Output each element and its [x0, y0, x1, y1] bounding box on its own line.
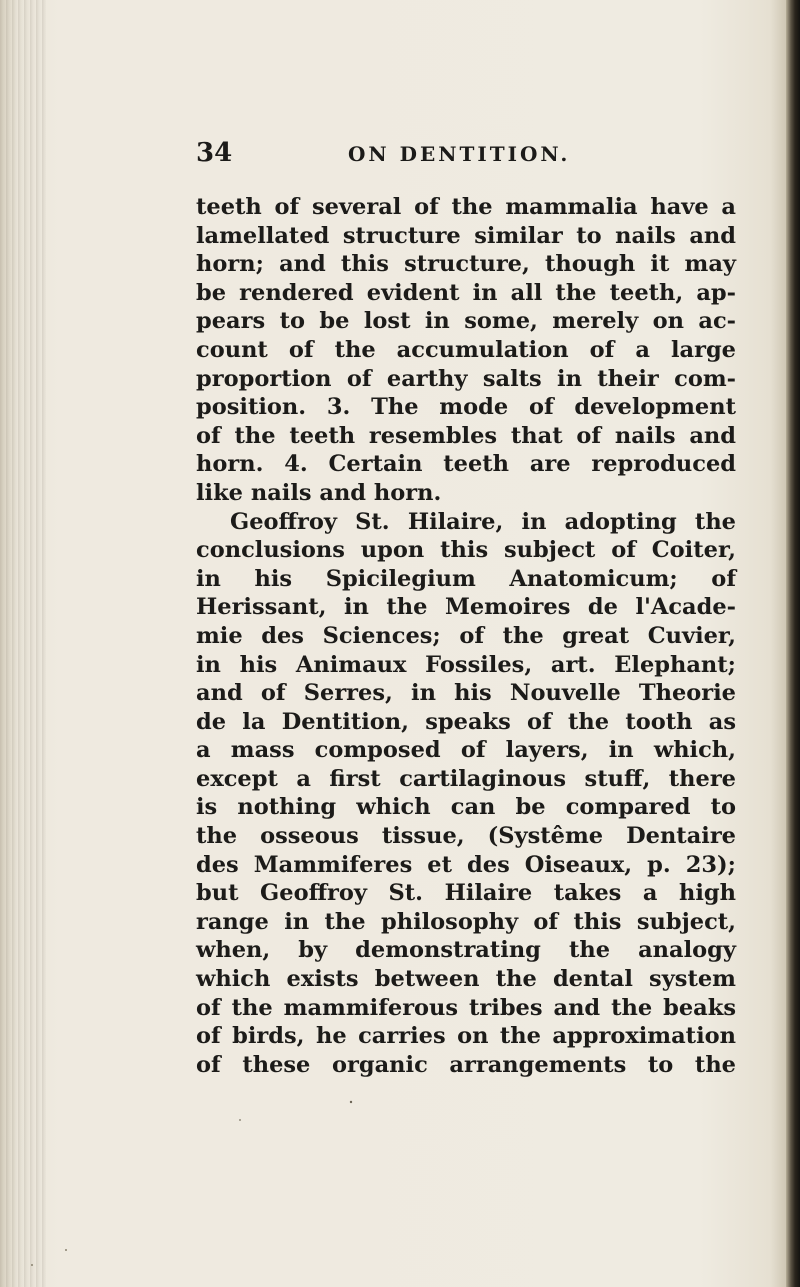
text-line: conclusions upon this subject of Coiter, [196, 537, 736, 564]
text-line: and of Serres, in his Nouvelle Theorie [196, 680, 736, 707]
text-line: when, by demonstrating the analogy [196, 937, 736, 964]
text-line: in his Spicilegium Anatomicum; of [196, 565, 736, 592]
running-head: ON DENTITION. [348, 142, 571, 166]
text-line: but Geoffroy St. Hilaire takes a high [196, 880, 736, 907]
text-line: position. 3. The mode of development [196, 394, 736, 421]
text-line: lamellated structure similar to nails and [196, 222, 736, 249]
text-line: Herissant, in the Memoires de l'Acade- [196, 594, 736, 621]
text-line: range in the philosophy of this subject, [196, 908, 736, 935]
text-line: is nothing which can be compared to [196, 794, 736, 821]
body-text [196, 193, 736, 1079]
text-line: horn. 4. Certain teeth are reproduced [196, 451, 736, 478]
text-line: de la Dentition, speaks of the tooth as [196, 708, 736, 735]
text-line: of the teeth resembles that of nails and [196, 422, 736, 449]
page-number: 34 [196, 138, 233, 168]
text-line: of the mammiferous tribes and the beaks [196, 994, 736, 1021]
text-line: the osseous tissue, (Systême Dentaire [196, 823, 736, 850]
text-line: des Mammiferes et des Oiseaux, p. 23); [196, 851, 736, 878]
binding-gutter [0, 0, 46, 1287]
text-line: horn; and this structure, though it may [196, 251, 736, 278]
text-line: pears to be lost in some, merely on ac- [196, 308, 736, 335]
text-line: teeth of several of the mammalia have a [196, 194, 736, 220]
text-line: be rendered evident in all the teeth, ap- [196, 279, 736, 306]
page-header [196, 138, 716, 172]
text-line: of these organic arrangements to the [196, 1051, 736, 1078]
text-line: proportion of earthy salts in their com- [196, 365, 736, 392]
text-line: which exists between the dental system [196, 966, 736, 993]
text-line: except a first cartilaginous stuff, there [196, 765, 736, 792]
text-line: in his Animaux Fossiles, art. Elephant; [196, 651, 736, 678]
text-line: of birds, he carries on the approximation [196, 1023, 736, 1050]
text-line: a mass composed of layers, in which, [196, 737, 736, 764]
text-line: like nails and horn. [196, 479, 442, 506]
page-edge-shadow [786, 0, 800, 1287]
text-line: mie des Sciences; of the great Cuvier, [196, 622, 736, 649]
paragraph-first-line: Geoffroy St. Hilaire, in adopting the [230, 508, 736, 535]
text-line: count of the accumulation of a large [196, 336, 736, 363]
